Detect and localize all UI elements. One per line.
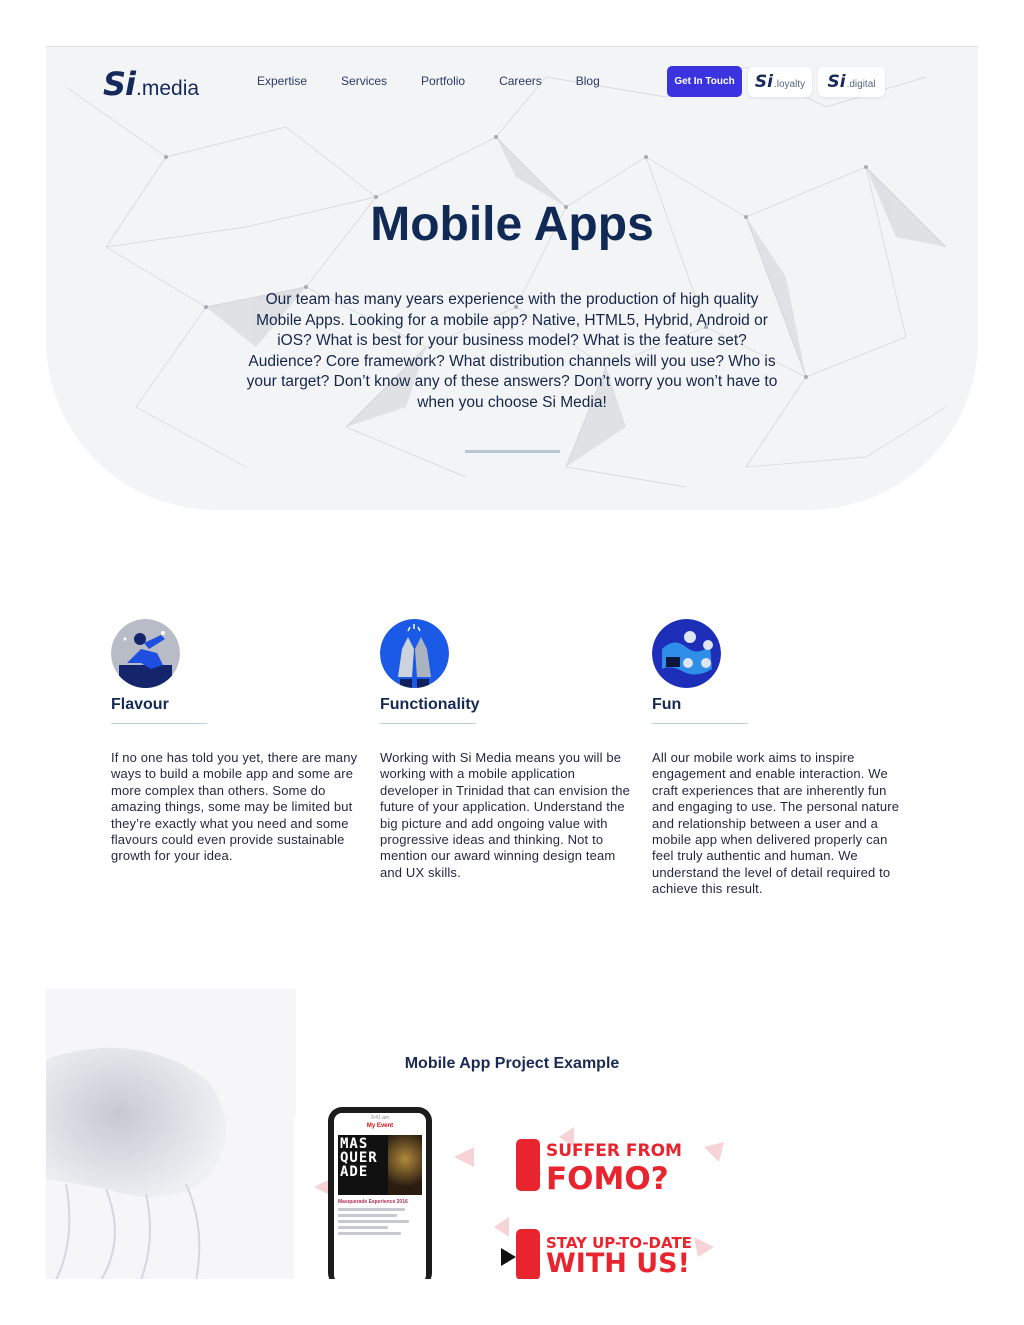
site-logo[interactable] bbox=[103, 65, 199, 103]
feature-title: Flavour bbox=[111, 696, 169, 713]
promo-accent-bar-top bbox=[516, 1139, 540, 1191]
promo-line-2: FOMO? bbox=[546, 1161, 669, 1197]
logo-mark: Si bbox=[103, 65, 136, 103]
feature-fun bbox=[652, 619, 902, 898]
logo-suffix: .media bbox=[136, 77, 200, 100]
nav-item-blog[interactable]: Blog bbox=[575, 74, 600, 88]
feature-flavour bbox=[111, 619, 361, 865]
connected-people-icon bbox=[652, 619, 721, 688]
si-digital-suffix: .digital bbox=[846, 78, 876, 90]
project-title: Mobile App Project Example bbox=[404, 1055, 620, 1072]
poster-text: MAS QUER ADE bbox=[338, 1135, 388, 1195]
high-five-hands-icon bbox=[380, 619, 449, 688]
feature-title: Functionality bbox=[380, 696, 480, 713]
page bbox=[46, 46, 978, 1279]
feature-text: If no one has told you yet, there are many ways to build a mobile app and some are more complex than others. Some do amazing things, some may be limited but they’re exactly what you need and some flavours could even provide sustainable growth for your idea. bbox=[111, 750, 358, 864]
feature-divider bbox=[111, 723, 207, 724]
phone-event-details bbox=[338, 1208, 422, 1235]
play-icon[interactable] bbox=[501, 1248, 516, 1266]
network-background bbox=[46, 47, 978, 510]
promo-accent-bar-bottom bbox=[516, 1229, 540, 1279]
feature-divider bbox=[652, 723, 748, 724]
main-nav bbox=[257, 74, 634, 88]
feature-functionality bbox=[380, 619, 630, 881]
feature-text: All our mobile work aims to inspire engagement and enable interaction. We craft experiences that are inherently fun and engaging to use. The personal nature and relationship between a user and a mobile app when delivered properly can feel truly authentic and human. We understand the level of detail required to achieve this result. bbox=[652, 750, 900, 897]
si-loyalty-link[interactable] bbox=[748, 67, 812, 97]
si-loyalty-suffix: .loyalty bbox=[773, 78, 806, 90]
project-section bbox=[46, 989, 978, 1279]
phone-status-bar: 9:41 am bbox=[370, 1115, 390, 1121]
nav-item-careers[interactable]: Careers bbox=[499, 74, 542, 88]
promo-line-3: STAY UP-TO-DATE bbox=[546, 1234, 692, 1252]
feature-text: Working with Si Media means you will be working with a mobile application developer in Trinidad that can envision the future of your application. Understand the big picture and add ongoing value with progressive ideas and thinking. Not to mention our award winning design team and UX skills. bbox=[380, 750, 630, 880]
poster-image bbox=[388, 1135, 422, 1195]
phone-mockup bbox=[328, 1107, 432, 1279]
jellyfish-background bbox=[46, 989, 296, 1279]
hero-description: Our team has many years experience with the production of high quality Mobile Apps. Looking for a mobile app? Native, HTML5, Hybrid, Android or iOS? What is best for your business model? What is the feature set? Audience? Core framework? What distribution channels will you use? Who is your target? Don’t know any of these answers? Don’t worry you won’t have to when you choose Si Media! bbox=[246, 291, 778, 411]
masquerade-poster bbox=[338, 1135, 422, 1195]
promo-line-1: SUFFER FROM bbox=[546, 1141, 682, 1161]
person-reaching-icon bbox=[111, 619, 180, 688]
promo-line-4: WITH US! bbox=[546, 1248, 690, 1279]
phone-screen bbox=[334, 1113, 426, 1279]
si-digital-mark: Si bbox=[827, 72, 846, 92]
hero-divider bbox=[465, 450, 560, 453]
get-in-touch-button[interactable]: Get In Touch bbox=[667, 66, 742, 97]
feature-divider bbox=[380, 723, 476, 724]
si-loyalty-mark: Si bbox=[754, 72, 773, 92]
feature-title: Fun bbox=[652, 696, 682, 713]
si-digital-link[interactable] bbox=[818, 67, 885, 97]
phone-event-title: Masquerade Experience 2016 bbox=[338, 1199, 408, 1205]
nav-item-portfolio[interactable]: Portfolio bbox=[421, 74, 466, 88]
nav-item-expertise[interactable]: Expertise bbox=[257, 74, 308, 88]
page-title: Mobile Apps bbox=[370, 198, 654, 251]
hero-section bbox=[46, 47, 978, 510]
nav-item-services[interactable]: Services bbox=[341, 74, 388, 88]
phone-app-header: My Event bbox=[366, 1123, 394, 1129]
